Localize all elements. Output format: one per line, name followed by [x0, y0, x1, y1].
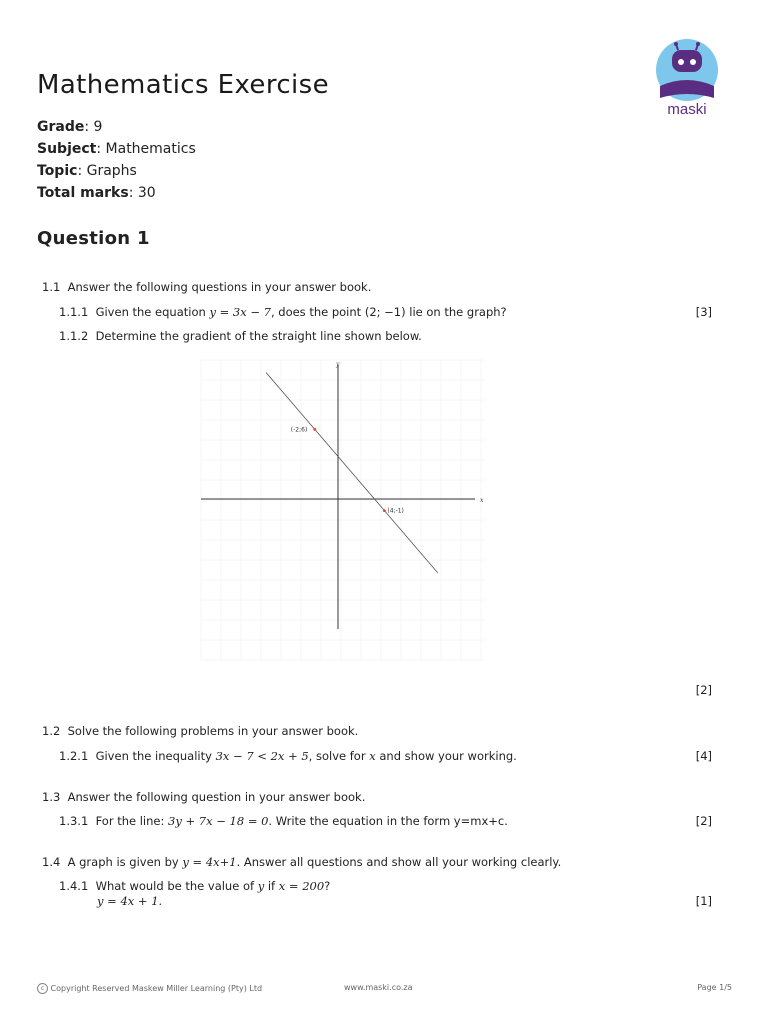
mark-1-1-1: [3]: [695, 305, 712, 319]
x-axis-label: x: [480, 497, 484, 504]
point-marker: [383, 509, 386, 512]
page-number: Page 1/5: [697, 983, 732, 992]
question-heading: Question 1: [37, 228, 150, 249]
copyright-icon: c: [37, 983, 48, 994]
question-1-4-1-line2: y = 4x + 1.: [97, 894, 163, 908]
subject-line: Subject: Mathematics: [37, 141, 196, 157]
topic-line: Topic: Graphs: [37, 163, 137, 179]
question-1-1-2: 1.1.2 Determine the gradient of the straight line shown below.: [59, 329, 422, 343]
point-marker: [313, 428, 316, 431]
point-label: (4;-1): [387, 507, 404, 515]
mark-1-3-1: [2]: [695, 814, 712, 828]
point-label: (-2;6): [290, 426, 308, 434]
mark-1-4-1: [1]: [695, 894, 712, 908]
question-1-4: 1.4 A graph is given by y = 4x+1. Answer all questions and show all your working clearly.: [42, 855, 562, 869]
total-marks-line: Total marks: 30: [37, 185, 156, 201]
question-1-2: 1.2 Solve the following problems in your answer book.: [42, 724, 359, 738]
page-title: Mathematics Exercise: [37, 70, 330, 100]
question-1-2-1: 1.2.1 Given the inequality 3x − 7 < 2x + 5, solve for x and show your working.: [59, 749, 517, 763]
mark-1-1-2: [2]: [695, 683, 712, 697]
y-axis-label: y: [336, 361, 340, 368]
copyright-text: c Copyright Reserved Maskew Miller Learning (Pty) Ltd: [37, 983, 262, 994]
question-1-3: 1.3 Answer the following question in your answer book.: [42, 790, 366, 804]
line-graph: [195, 355, 495, 665]
graph-grid: [201, 360, 495, 660]
maski-logo: [654, 38, 720, 118]
question-1-1: 1.1 Answer the following questions in your answer book.: [42, 280, 372, 294]
question-1-4-1: 1.4.1 What would be the value of y if x = 200?: [59, 879, 331, 893]
straight-line: [266, 373, 438, 573]
question-1-3-1: 1.3.1 For the line: 3y + 7x − 18 = 0. Write the equation in the form y=mx+c.: [59, 814, 508, 828]
website-link[interactable]: www.maski.co.za: [344, 983, 413, 992]
question-1-1-1: 1.1.1 Given the equation y = 3x − 7, does the point (2; −1) lie on the graph?: [59, 305, 507, 319]
logo-text: maski: [667, 101, 707, 118]
mark-1-2-1: [4]: [695, 749, 712, 763]
grade-line: Grade: 9: [37, 119, 103, 135]
